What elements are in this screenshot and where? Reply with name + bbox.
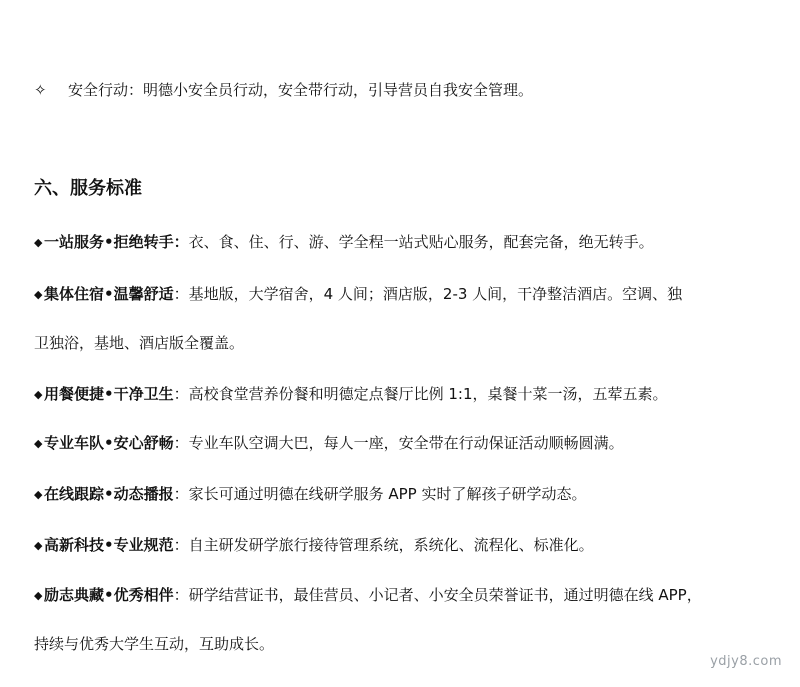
diamond-bullet-icon: ◆ (34, 539, 43, 552)
service-item-6 (34, 535, 594, 556)
service-item-5 (34, 484, 587, 505)
service-item-3 (34, 384, 668, 405)
service-item-text: ：研学结营证书，最佳营员、小记者、小安全员荣誉证书，通过明德在线 APP， (173, 586, 702, 604)
service-item-7 (34, 585, 702, 606)
safety-text: 安全行动：明德小安全员行动，安全带行动，引导营员自我安全管理。 (68, 81, 534, 99)
diamond-bullet-icon: ◆ (34, 488, 43, 501)
service-item-text: ：自主研发研学旅行接待管理系统，系统化、流程化、标准化。 (173, 536, 594, 554)
service-item-1 (34, 232, 654, 253)
section-heading: 六、服务标准 (34, 178, 142, 199)
safety-line (34, 80, 533, 100)
service-item-text: ：高校食堂营养份餐和明德定点餐厅比例 1:1，桌餐十菜一汤，五荤五素。 (173, 385, 668, 403)
diamond-bullet-icon: ◆ (34, 236, 43, 249)
service-item-4 (34, 433, 624, 454)
service-item-label: 励志典藏•优秀相伴 (44, 586, 174, 604)
diamond-bullet-icon: ◆ (34, 589, 43, 602)
service-item-2 (34, 284, 682, 305)
service-item-7-continued: 持续与优秀大学生互动，互助成长。 (34, 635, 275, 653)
diamond-bullet-icon: ◆ (34, 388, 43, 401)
service-item-label: 高新科技•专业规范 (44, 536, 174, 554)
service-item-label: 专业车队•安心舒畅 (44, 434, 174, 452)
service-item-2-continued: 卫独浴，基地、酒店版全覆盖。 (34, 334, 245, 352)
sparkle-icon: ✧ (34, 81, 47, 99)
service-item-text: 衣、食、住、行、游、学全程一站式贴心服务，配套完备，绝无转手。 (188, 233, 654, 251)
service-item-text: ：基地版，大学宿舍，4 人间；酒店版，2-3 人间，干净整洁酒店。空调、独 (173, 285, 683, 303)
service-item-label: 在线跟踪•动态播报 (44, 485, 174, 503)
service-item-text: ：家长可通过明德在线研学服务 APP 实时了解孩子研学动态。 (173, 485, 587, 503)
service-item-label: 一站服务•拒绝转手： (44, 233, 189, 251)
service-item-label: 用餐便捷•干净卫生 (44, 385, 174, 403)
watermark: ydjy8.com (710, 654, 782, 669)
service-item-text: ：专业车队空调大巴，每人一座，安全带在行动保证活动顺畅圆满。 (173, 434, 624, 452)
service-item-label: 集体住宿•温馨舒适 (44, 285, 174, 303)
diamond-bullet-icon: ◆ (34, 437, 43, 450)
diamond-bullet-icon: ◆ (34, 288, 43, 301)
